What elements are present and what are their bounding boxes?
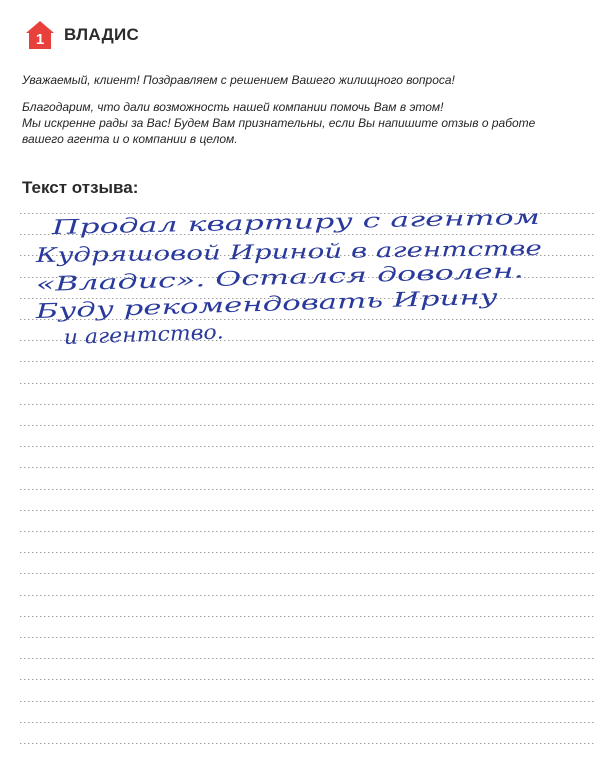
brand-name: ВЛАДИС (64, 25, 140, 44)
handwritten-line: и агентство. (63, 319, 210, 349)
handwritten-line: Продал квартиру с агентом (51, 208, 362, 239)
intro-request: Мы искренне рады за Вас! Будем Вам признательны, если Вы напишите отзыв о работе (22, 116, 536, 130)
handwritten-line: Кудряшовой Ириной в агентстве (35, 237, 401, 267)
review-heading: Текст отзыва: (22, 178, 139, 197)
logo-digit: 1 (35, 31, 45, 48)
intro-request-cont: вашего агента и о компании в целом. (22, 132, 238, 146)
handwritten-line: «Владис». Остался доволен. (35, 263, 344, 296)
handwritten-line: Буду рекомендовать Ирину (35, 289, 336, 323)
intro-congrats: Уважаемый, клиент! Поздравляем с решением Вашего жилищного вопроса! (22, 73, 455, 87)
intro-thanks: Благодарим, что дали возможность нашей компании помочь Вам в этом! (22, 100, 444, 114)
